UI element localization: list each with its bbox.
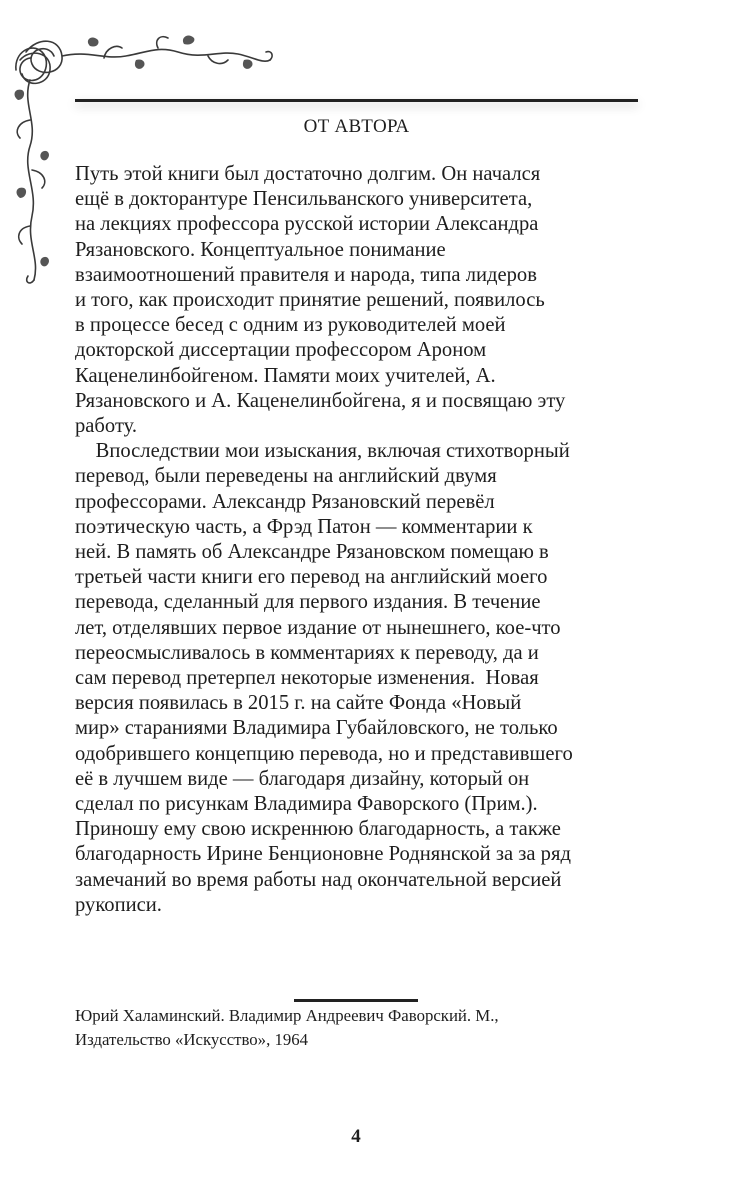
body-line: Путь этой книги был достаточно долгим. Он начался <box>75 163 541 185</box>
body-line: Впоследствии мои изыскания, включая стихотворный <box>75 440 570 463</box>
body-line: благодарность Ирине Бенционовне Роднянской за за ряд <box>75 843 571 866</box>
body-line: рукописи. <box>75 893 162 916</box>
header-rule <box>75 99 638 102</box>
footnote-rule <box>294 999 418 1002</box>
body-line: поэтическую часть, а Фрэд Патон — комментарии к <box>75 515 533 538</box>
body-text <box>75 162 675 918</box>
footnote-line: Издательство «Искусство», 1964 <box>75 1030 309 1049</box>
body-line: одобрившего концепцию перевода, но и представившего <box>75 742 573 765</box>
body-line: докторской диссертации профессором Ароном <box>75 339 487 362</box>
body-line: перевод, были переведены на английский двумя <box>75 465 497 488</box>
page-title: ОТ АВТОРА <box>303 116 410 137</box>
footnote-line: Юрий Халаминский. Владимир Андреевич Фаворский. М., <box>75 1006 499 1025</box>
body-line: Рязановского и А. Каценелинбойгена, я и посвящаю эту <box>75 389 566 412</box>
body-line: и того, как происходит принятие решений, появилось <box>75 289 545 312</box>
page-number: 4 <box>351 1126 361 1147</box>
body-line: сам перевод претерпел некоторые изменения. Новая <box>75 667 539 690</box>
body-line: перевода, сделанный для первого издания. В течение <box>75 591 541 614</box>
body-line: работу. <box>75 415 138 438</box>
body-line: переосмысливалось в комментариях к переводу, да и <box>75 641 539 664</box>
body-line: мир» стараниями Владимира Губайловского, не только <box>75 717 558 740</box>
body-line: версия появилась в 2015 г. на сайте Фонда «Новый <box>75 692 522 715</box>
body-line: лет, отделявших первое издание от нынешнего, кое-что <box>75 616 561 639</box>
body-line: в процессе бесед с одним из руководителей моей <box>75 314 506 337</box>
body-line: ещё в докторантуре Пенсильванского университета, <box>75 188 533 211</box>
body-line: взаимоотношений правителя и народа, типа лидеров <box>75 263 537 286</box>
body-line: замечаний во время работы над окончательной версией <box>75 868 562 891</box>
body-line: на лекциях профессора русской истории Александра <box>75 213 539 236</box>
body-line: её в лучшем виде — благодаря дизайну, который он <box>75 767 530 790</box>
body-line: третьей части книги его перевод на английский моего <box>75 566 548 589</box>
body-line: ней. В память об Александре Рязановском помещаю в <box>75 541 549 564</box>
body-line: профессорами. Александр Рязановский перевёл <box>75 490 495 513</box>
body-line: Каценелинбойгеном. Памяти моих учителей, А. <box>75 364 496 387</box>
footnote <box>75 1004 675 1052</box>
body-line: Рязановского. Концептуальное понимание <box>75 238 446 261</box>
body-line: сделал по рисункам Владимира Фаворского (Прим.). <box>75 793 538 816</box>
body-line: Приношу ему свою искреннюю благодарность, а также <box>75 818 561 841</box>
